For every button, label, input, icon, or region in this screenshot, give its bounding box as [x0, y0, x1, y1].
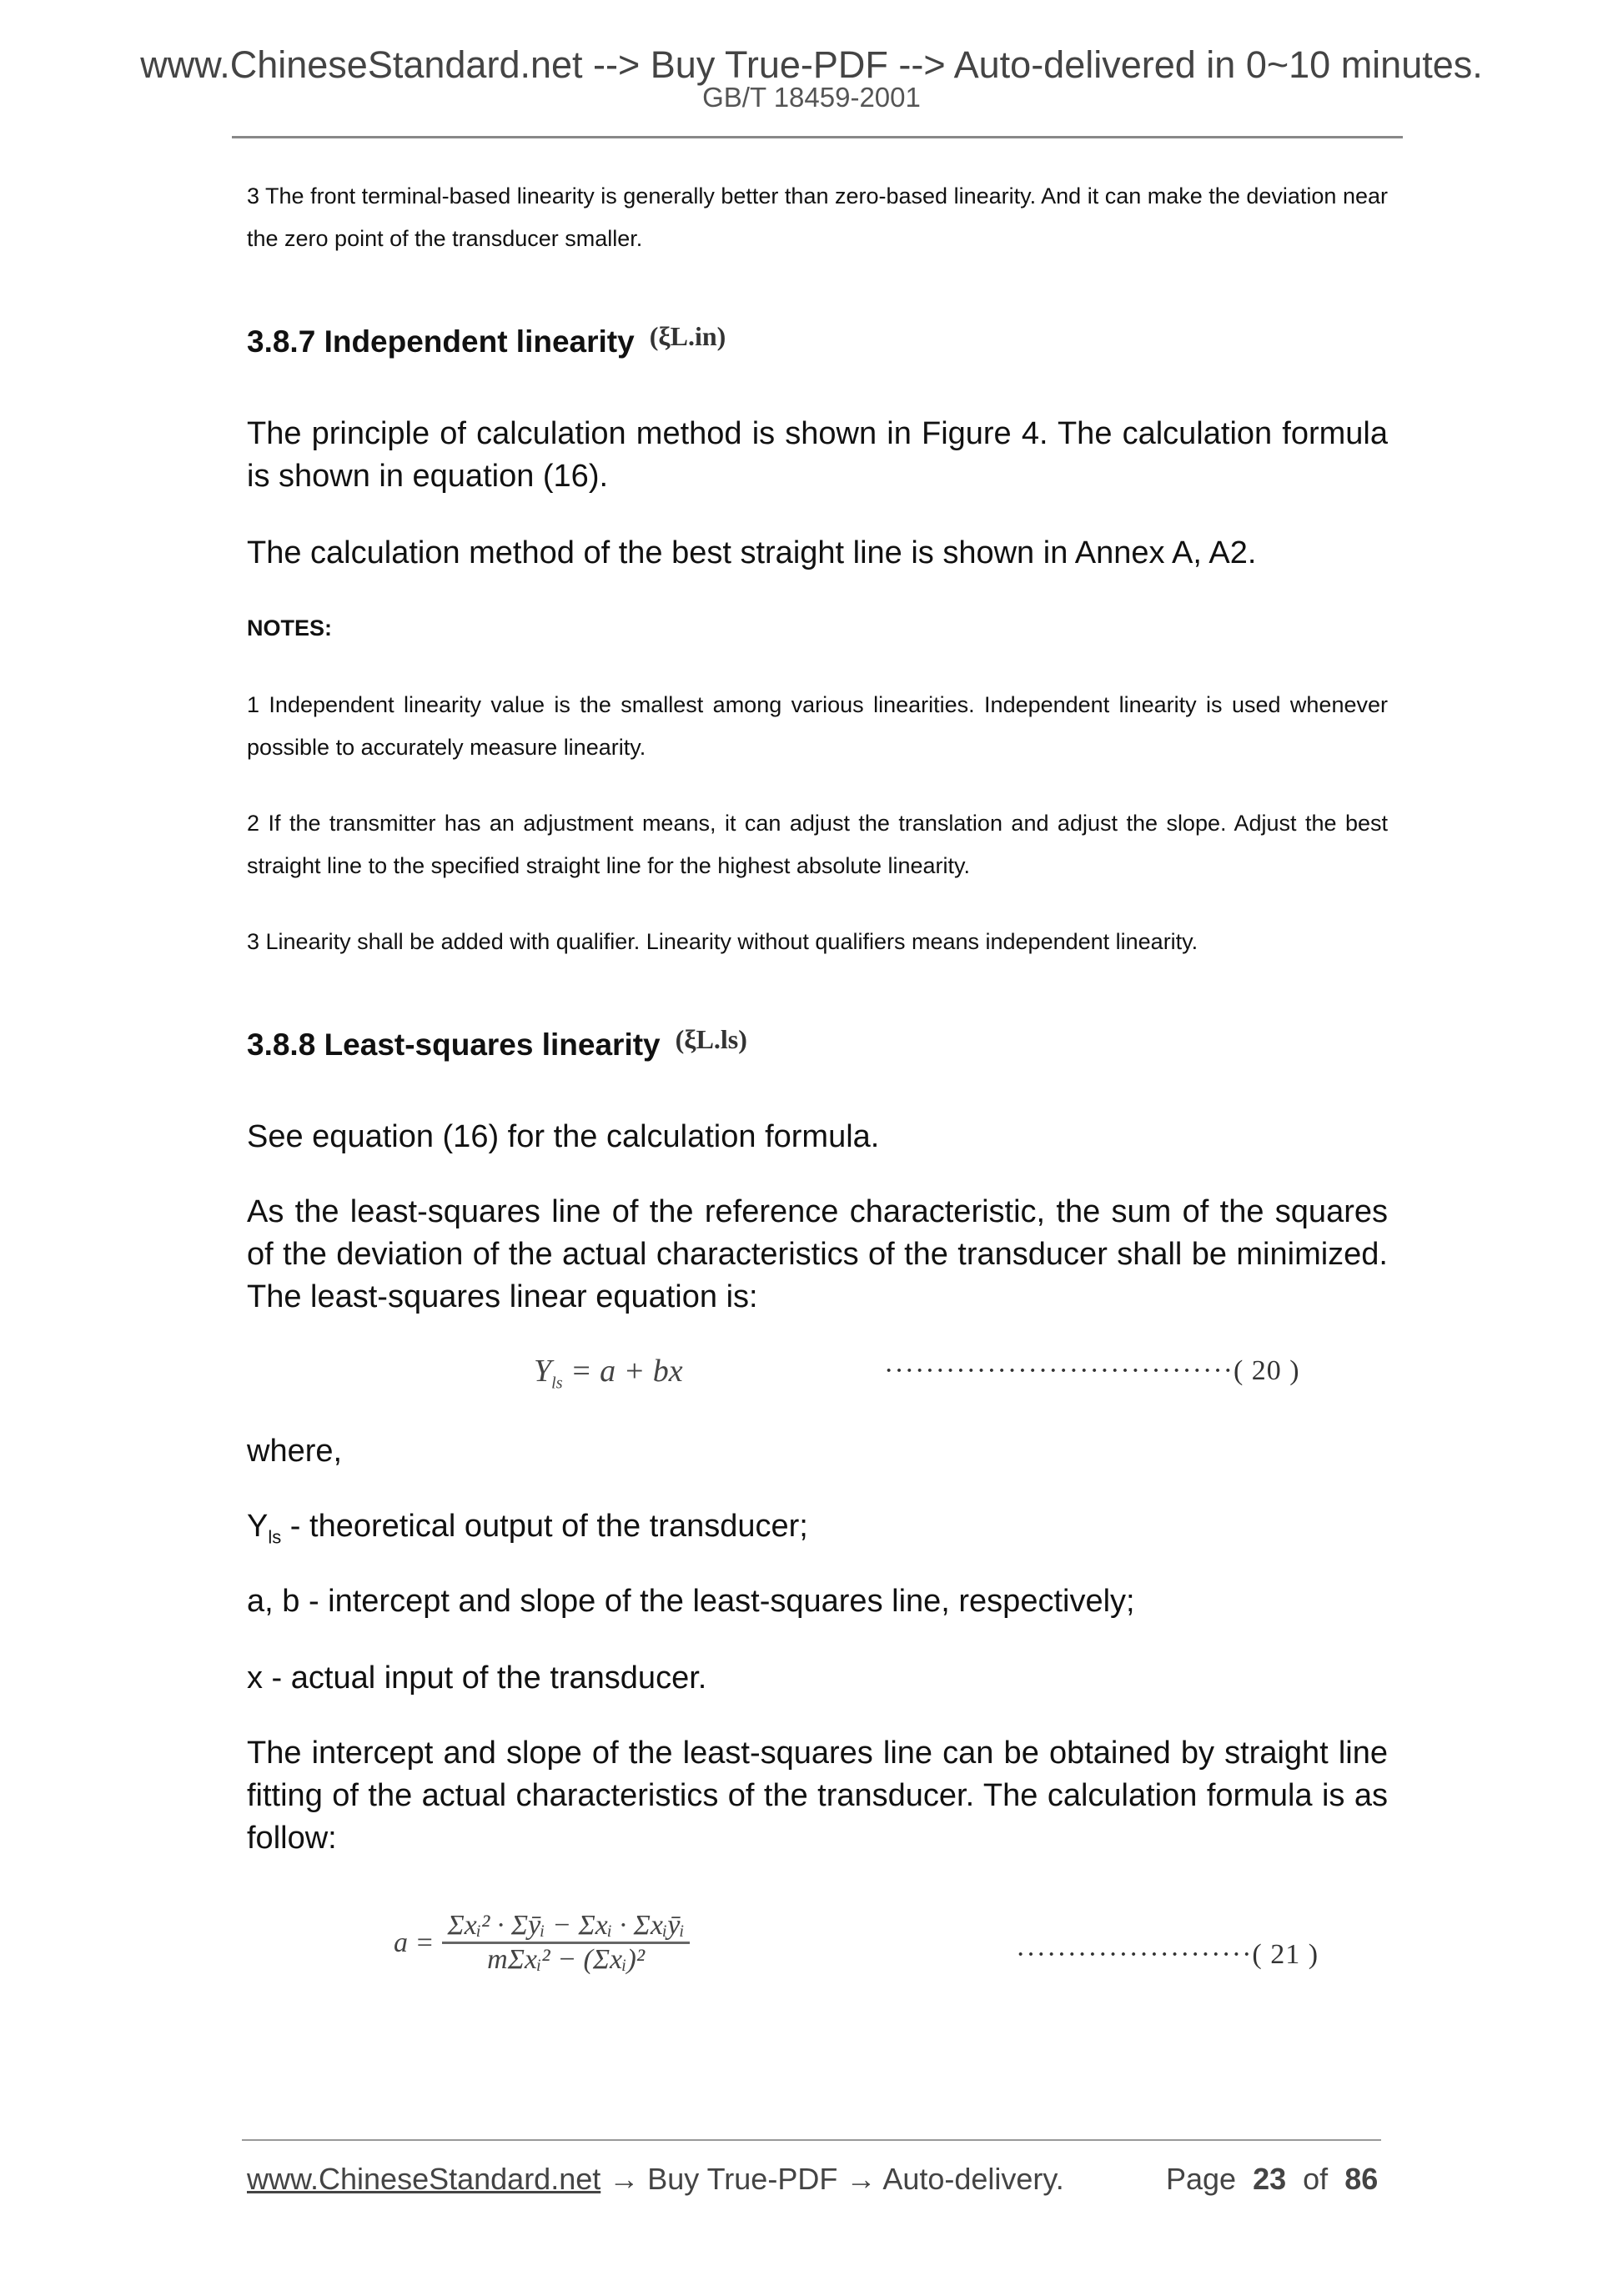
paragraph: The principle of calculation method is shown in Figure 4. The calculation formula is shown in equation (16).	[247, 416, 1388, 494]
page-number: 23	[1253, 2162, 1287, 2196]
of-label: of	[1303, 2162, 1329, 2196]
def-text: - intercept and slope of the least-squares line, respectively;	[299, 1584, 1135, 1619]
section-3-8-7-heading	[247, 321, 1388, 359]
section-symbol: (ξL.ls)	[675, 1024, 747, 1054]
equation-number-20	[884, 1355, 1300, 1387]
note-item: 1 Independent linearity value is the smallest among various linearities. Independent linearity is used whenever possible to accurately measure linearity.	[247, 692, 1388, 760]
paragraph: As the least-squares line of the reference characteristic, the sum of the squares of the deviation of the actual characteristics of the transducer shall be minimized. The least-squares linear equation is:	[247, 1194, 1388, 1314]
equation-21	[394, 1910, 690, 1976]
def-text: - theoretical output of the transducer;	[281, 1509, 808, 1544]
intro-note: 3 The front terminal-based linearity is generally better than zero-based linearity. And it can make the deviation near the zero point of the transducer smaller.	[247, 183, 1388, 251]
equation-20	[534, 1353, 683, 1394]
eq-sub: ls	[551, 1374, 563, 1393]
eq-number: ( 20 )	[1233, 1355, 1300, 1386]
definition	[247, 1657, 1388, 1700]
note-item: 3 Linearity shall be added with qualifier. Linearity without qualifiers means independent linearity.	[247, 929, 1198, 954]
footer-link[interactable]: www.ChineseStandard.net	[247, 2162, 601, 2196]
footer-text	[247, 2162, 1064, 2197]
fraction	[442, 1910, 689, 1976]
page-total: 86	[1344, 2162, 1379, 2196]
leader-dots: ·······················	[1016, 1939, 1253, 1970]
definition	[247, 1580, 1388, 1623]
eq-rhs: = a + bx	[570, 1354, 683, 1389]
def-symbol: x	[247, 1660, 263, 1696]
notes-label: NOTES:	[247, 615, 333, 641]
eq-number: ( 21 )	[1252, 1939, 1319, 1970]
numerator: Σxᵢ² · Σȳᵢ − Σxᵢ · Σxᵢȳᵢ	[442, 1910, 689, 1944]
denominator: mΣxᵢ² − (Σxᵢ)²	[487, 1944, 646, 1975]
paragraph: The calculation method of the best straight line is shown in Annex A, A2.	[247, 535, 1257, 570]
eq-lhs: Y	[534, 1354, 552, 1389]
section-3-8-8-heading	[247, 1024, 1388, 1063]
definition	[247, 1505, 1388, 1559]
def-symbol: Y	[247, 1509, 269, 1544]
leader-dots: ··································	[884, 1355, 1234, 1386]
header-banner: www.ChineseStandard.net --> Buy True-PDF --> Auto-delivered in 0~10 minutes.	[140, 43, 1483, 86]
section-title: 3.8.7 Independent linearity	[247, 324, 635, 359]
note-item: 2 If the transmitter has an adjustment means, it can adjust the translation and adjust the slope. Adjust the best straight line to the specified straight line for the highest absolute linearity.	[247, 811, 1388, 878]
equation-number-21	[1016, 1939, 1319, 1971]
page-indicator	[1166, 2162, 1378, 2197]
def-sub: ls	[268, 1526, 282, 1548]
def-text: - actual input of the transducer.	[263, 1660, 707, 1696]
document-id: GB/T 18459-2001	[702, 82, 921, 113]
footer-rest: → Buy True-PDF → Auto-delivery.	[600, 2162, 1064, 2196]
footer-divider	[242, 2139, 1381, 2141]
header-divider	[232, 136, 1403, 138]
paragraph: The intercept and slope of the least-squares line can be obtained by straight line fitting of the actual characteristics of the transducer. The calculation formula is as follow:	[247, 1736, 1388, 1856]
page-label: Page	[1166, 2162, 1237, 2196]
section-symbol: (ξL.in)	[649, 321, 726, 351]
where-label: where,	[247, 1434, 343, 1469]
eq-lhs: a =	[394, 1927, 435, 1958]
section-title: 3.8.8 Least-squares linearity	[247, 1027, 661, 1062]
paragraph: See equation (16) for the calculation formula.	[247, 1119, 880, 1154]
def-symbol: a, b	[247, 1584, 300, 1619]
